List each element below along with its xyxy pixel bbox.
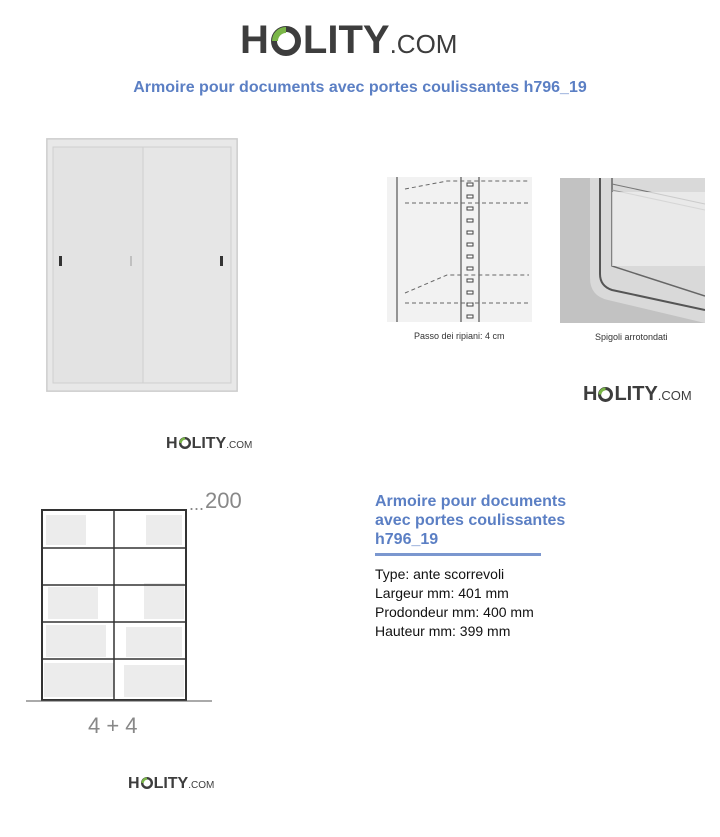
logo-com: .COM bbox=[226, 440, 253, 451]
brand-logo-top[interactable] bbox=[240, 18, 457, 63]
logo-letter-h: H bbox=[166, 435, 178, 452]
logo-com: .COM bbox=[389, 29, 458, 59]
logo-letter-h: H bbox=[583, 383, 598, 405]
brand-logo-left[interactable] bbox=[166, 435, 252, 453]
detail-image-shelf-pitch bbox=[387, 177, 532, 322]
logo-text-lity: LITY bbox=[614, 383, 658, 405]
diagram-height-label: 200 bbox=[205, 488, 242, 513]
spec-item-depth: Prodondeur mm: 400 mm bbox=[375, 604, 534, 620]
diagram-dots: ... bbox=[189, 494, 205, 514]
logo-text-lity: LITY bbox=[153, 775, 189, 792]
logo-o-icon bbox=[179, 436, 191, 448]
logo-text-lity: LITY bbox=[302, 18, 390, 62]
logo-letter-h: H bbox=[240, 18, 269, 62]
caption-rounded-edges: Spigoli arrotondati bbox=[595, 332, 668, 342]
logo-o-icon bbox=[141, 776, 153, 788]
spec-divider bbox=[375, 553, 541, 556]
logo-letter-h: H bbox=[128, 775, 140, 792]
diagram-config-label: 4 + 4 bbox=[88, 713, 138, 738]
brand-logo-right[interactable] bbox=[583, 383, 692, 406]
logo-com: .COM bbox=[657, 388, 692, 403]
logo-text-lity: LITY bbox=[191, 435, 227, 452]
logo-o-icon bbox=[598, 385, 613, 400]
logo-com: .COM bbox=[188, 780, 215, 791]
page-title: Armoire pour documents avec portes coulissantes h796_19 bbox=[133, 79, 587, 96]
spec-title: Armoire pour documents avec portes coulissantes h796_19 bbox=[375, 493, 567, 548]
logo-o-icon bbox=[271, 21, 301, 51]
product-image-cabinet bbox=[46, 138, 238, 392]
shelf-diagram bbox=[26, 505, 212, 705]
spec-list bbox=[375, 565, 534, 641]
brand-logo-bottom[interactable] bbox=[128, 775, 214, 793]
spec-item-width: Largeur mm: 401 mm bbox=[375, 585, 509, 601]
spec-item-type: Type: ante scorrevoli bbox=[375, 566, 505, 582]
spec-item-height: Hauteur mm: 399 mm bbox=[375, 623, 511, 639]
caption-shelf-pitch: Passo dei ripiani: 4 cm bbox=[414, 331, 505, 341]
detail-image-rounded-edges bbox=[560, 178, 705, 323]
